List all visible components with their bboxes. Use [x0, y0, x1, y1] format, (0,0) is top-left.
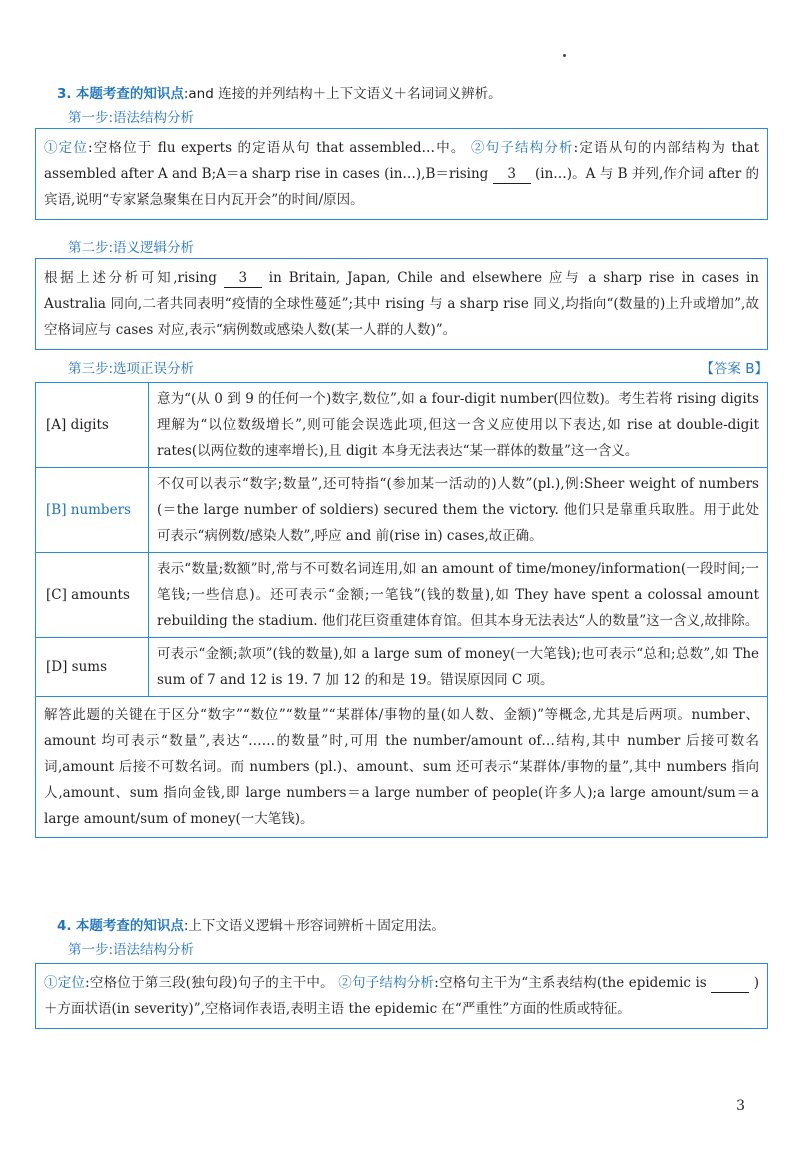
option-row-d — [36, 638, 768, 697]
option-b-text: 不仅可以表示“数字;数量”,还可特指“(参加某一活动的)人数”(pl.),例:Sheer weight of numbers (＝the large number of soldiers) secured them the victory. 他们只是靠重兵取胜。用于此处可表示“病例数/感染人数”,呼应 and 前(rise in) cases,故正确。 — [149, 468, 768, 553]
q4-locate-text: :空格位于第三段(独句段)句子的主干中。 — [85, 975, 334, 991]
q3-logic-text-1: 根据上述分析可知,rising — [44, 270, 217, 286]
q3-answer: 【答案 B】 — [700, 361, 768, 377]
q3-locate-text: :空格位于 flu experts 的定语从句 that assembled…中。 — [88, 140, 466, 156]
q4-structure-label: ②句子结构分析 — [338, 975, 435, 991]
q3-step3-heading: 第三步:选项正误分析 — [68, 361, 195, 377]
option-d-text: 可表示“金额;款项”(钱的数量),如 a large sum of money(一大笔钱);也可表示“总和;总数”,如 The sum of 7 and 12 is 19. 7 加 12 的和是 19。错误原因同 C 项。 — [149, 638, 768, 697]
option-d-label: [D] sums — [36, 638, 149, 697]
option-c-text: 表示“数量;数额”时,常与不可数名词连用,如 an amount of time/money/information(一段时间;一笔钱;一些信息)。还可表示“金额;一笔钱”(钱的数量),如 They have spent a colossal amount rebuilding the stadium. 他们花巨资重建体育馆。但其本身无法表达“人的数量”这一含义,故排除。 — [149, 553, 768, 638]
decorative-dot — [563, 54, 566, 57]
q3-structure-label: ②句子结构分析 — [471, 140, 574, 156]
q3-step1-box — [35, 128, 768, 220]
q4-number: 4. — [57, 918, 72, 934]
q4-structure-text-1: :空格句主干为“主系表结构(the epidemic is — [434, 975, 707, 991]
q3-step1-heading: 第一步:语法结构分析 — [68, 110, 195, 126]
q4-step1-box — [35, 963, 768, 1029]
q3-structure-text-2: (in…)。A 与 B 并列,作介词 after 的宾语,说明“专家紧急聚集在日内瓦开会”的时间/原因。 — [44, 166, 759, 208]
option-row-b — [36, 468, 768, 553]
q3-step2-heading: 第二步:语义逻辑分析 — [68, 240, 195, 256]
option-b-label: [B] numbers — [36, 468, 149, 553]
option-a-text: 意为“(从 0 到 9 的任何一个)数字,数位”,如 a four-digit number(四位数)。考生若将 rising digits 理解为“以位数级增长”,则可能会误选此项,但这一含义应使用以下表达,如 rise at double-digit rates(以两位数的速率增长),且 digit 本身无法表达“某一群体的数量”这一含义。 — [149, 383, 768, 468]
option-c-label: [C] amounts — [36, 553, 149, 638]
q3-summary: 解答此题的关键在于区分“数字”“数位”“数量”“某群体/事物的量(如人数、金额)”等概念,尤其是后两项。number、amount 均可表示“数量”,表达“……的数量”时,可用 the number/amount of…结构,其中 number 后接可数名词,amount 后接不可数名词。而 numbers (pl.)、amount、sum 还可表示“某群体/事物的量”,其中 numbers 指向人,amount、sum 指向金钱,即 large numbers＝a large number of people(许多人);a large amount/sum＝a large amount/sum of money(一大笔钱)。 — [36, 697, 768, 838]
page-number: 3 — [736, 1098, 745, 1114]
option-row-c — [36, 553, 768, 638]
q3-logic-blank: 3 — [224, 269, 262, 288]
q3-number: 3. — [57, 86, 72, 102]
q4-locate-label: ①定位 — [44, 975, 86, 991]
q4-kp-text: :上下文语义逻辑＋形容词辨析＋固定用法。 — [183, 918, 445, 934]
q3-blank: 3 — [493, 165, 531, 184]
q3-step2-box — [35, 258, 768, 350]
q4-blank — [711, 974, 749, 993]
q3-kp-label: 本题考查的知识点 — [75, 86, 184, 102]
q3-structure-text-1: :定语从句的内部结构为 that assembled after A and B;A＝a sharp rise in cases (in…),B＝rising — [44, 140, 760, 182]
summary-row — [36, 697, 768, 838]
q3-heading — [57, 82, 502, 102]
q3-kp-text: :and 连接的并列结构＋上下文语义＋名词词义辨析。 — [183, 86, 502, 102]
q3-locate-label: ①定位 — [44, 140, 88, 156]
q3-logic-text-2: in Britain, Japan, Chile and elsewhere 应与 a sharp rise in cases in Australia 同向,二者共同表明“疫情的全球性蔓延”;其中 rising 与 a sharp rise 同义,均指向“(数量的)上升或增加”,故空格词应与 cases 对应,表示“病例数或感染人数(某一人群的人数)”。 — [44, 270, 759, 338]
option-row-a — [36, 383, 768, 468]
option-a-label: [A] digits — [36, 383, 149, 468]
q4-kp-label: 本题考查的知识点 — [75, 918, 184, 934]
q4-step1-heading: 第一步:语法结构分析 — [68, 942, 195, 958]
q4-heading — [57, 914, 445, 934]
options-table — [35, 382, 768, 838]
q4-structure-text-2: )＋方面状语(in severity)”,空格词作表语,表明主语 the epidemic 在“严重性”方面的性质或特征。 — [44, 975, 759, 1017]
